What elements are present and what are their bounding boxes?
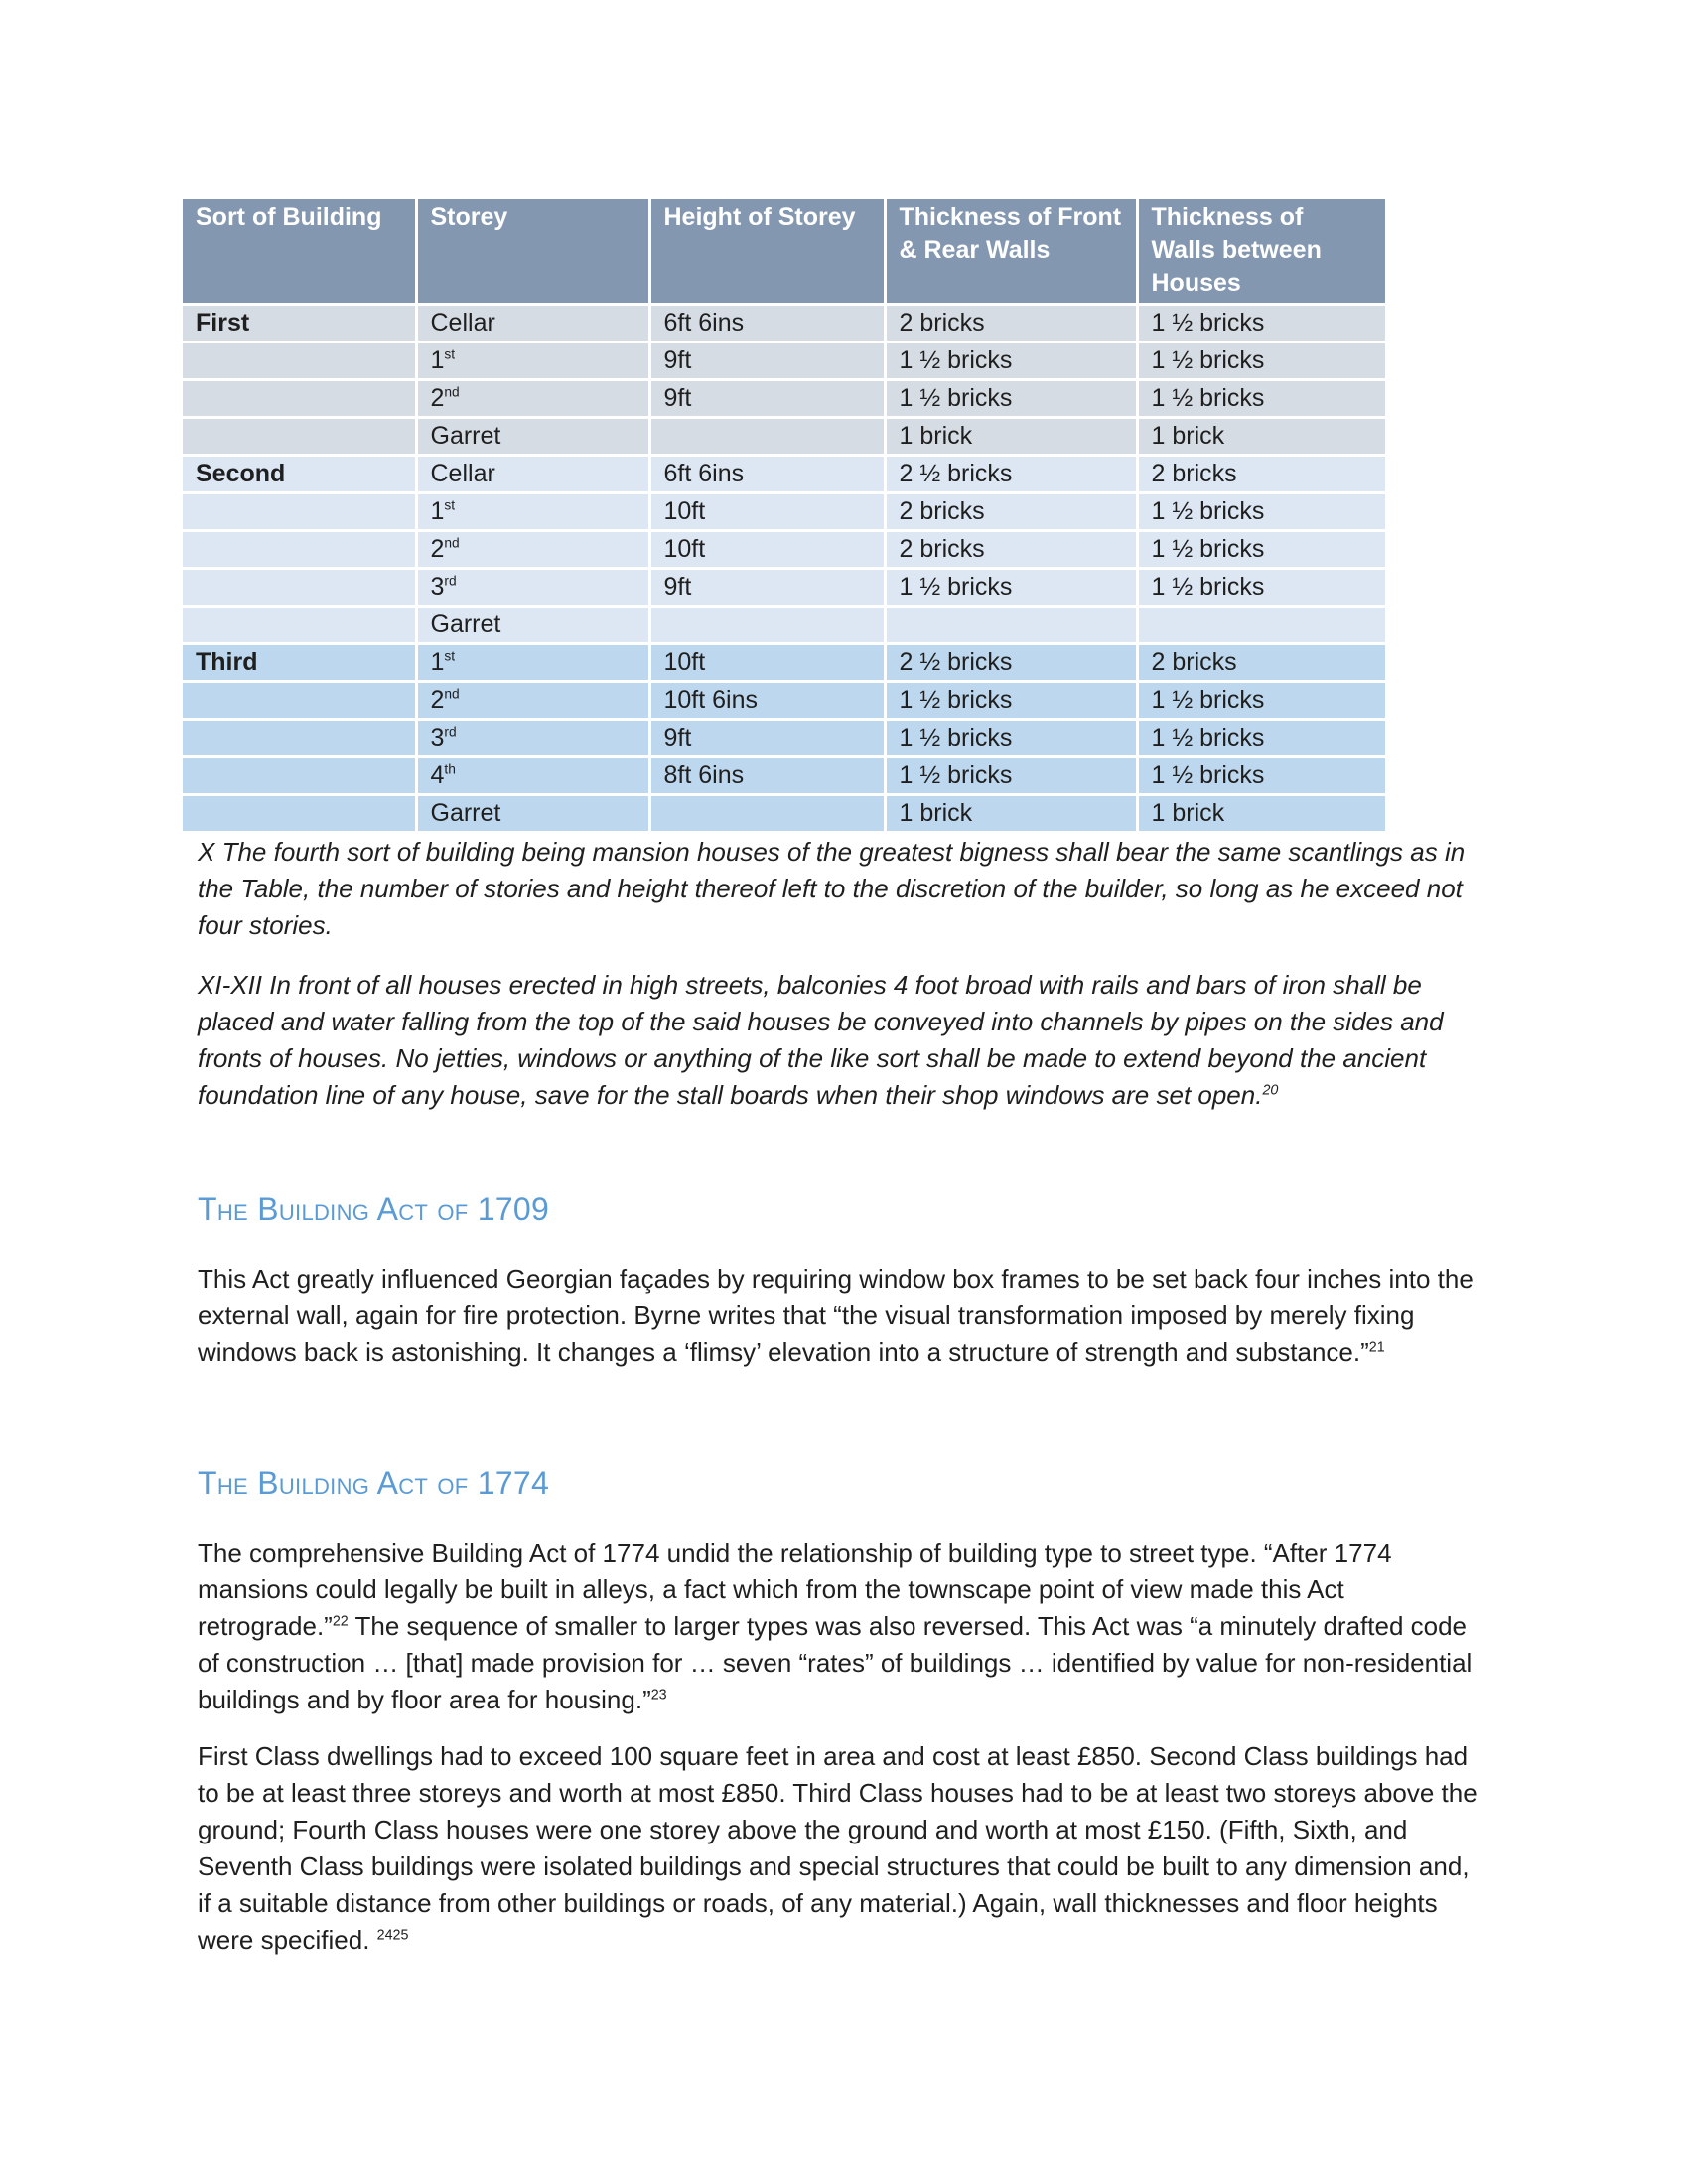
- storey-ordinal-suffix: nd: [444, 384, 460, 400]
- cell-height-of-storey: 9ft: [649, 569, 885, 607]
- storey-ordinal-suffix: th: [444, 761, 456, 777]
- section-1709-body: [198, 1261, 1488, 1371]
- storey-value: 4: [430, 761, 445, 789]
- cell-thickness-between: 2 bricks: [1137, 644, 1385, 682]
- table-row: [183, 493, 1385, 531]
- cell-thickness-between: 1 ½ bricks: [1137, 305, 1385, 342]
- table-header-row: [183, 199, 1385, 305]
- clause-xi-xii: [198, 967, 1488, 1114]
- cell-thickness-between: 2 bricks: [1137, 456, 1385, 493]
- table-row: [183, 682, 1385, 720]
- cell-storey: [416, 531, 649, 569]
- table-row: [183, 757, 1385, 795]
- table-body: [183, 305, 1385, 832]
- cell-sort-of-building: [183, 795, 416, 832]
- storey-value: 3: [430, 724, 445, 751]
- cell-sort-of-building: [183, 682, 416, 720]
- cell-height-of-storey: [649, 795, 885, 832]
- cell-storey: [416, 644, 649, 682]
- cell-sort-of-building: First: [183, 305, 416, 342]
- cell-sort-of-building: [183, 493, 416, 531]
- clause-x: [198, 834, 1488, 944]
- cell-height-of-storey: [649, 607, 885, 644]
- table-row: [183, 569, 1385, 607]
- cell-thickness-between: 1 ½ bricks: [1137, 757, 1385, 795]
- clause-x-text: X The fourth sort of building being mansion houses of the greatest bigness shall bear the same scantlings as in the Table, the number of stories and height thereof left to the discretion of the builder, so long as he exceed not four stories.: [198, 837, 1466, 940]
- storey-ordinal-suffix: st: [444, 346, 456, 362]
- storey-ordinal-suffix: nd: [444, 686, 460, 702]
- storey-value: Garret: [430, 611, 501, 638]
- cell-height-of-storey: 10ft: [649, 531, 885, 569]
- scantlings-table: [183, 199, 1385, 831]
- cell-height-of-storey: 8ft 6ins: [649, 757, 885, 795]
- cell-sort-of-building: [183, 607, 416, 644]
- cell-sort-of-building: Second: [183, 456, 416, 493]
- cell-height-of-storey: 9ft: [649, 342, 885, 380]
- storey-ordinal-suffix: st: [444, 497, 456, 513]
- storey-value: 2: [430, 535, 445, 563]
- footnote-ref-21: 21: [1368, 1339, 1385, 1356]
- storey-value: 1: [430, 346, 445, 374]
- header-sort-of-building: Sort of Building: [183, 199, 416, 305]
- cell-thickness-front-rear: 1 ½ bricks: [885, 757, 1137, 795]
- cell-thickness-front-rear: 1 brick: [885, 795, 1137, 832]
- storey-ordinal-suffix: rd: [444, 724, 457, 740]
- cell-thickness-between: 1 ½ bricks: [1137, 493, 1385, 531]
- cell-thickness-between: 1 ½ bricks: [1137, 380, 1385, 418]
- cell-height-of-storey: [649, 418, 885, 456]
- header-thickness-between: Thickness of Walls between Houses: [1137, 199, 1385, 305]
- storey-value: 2: [430, 686, 445, 714]
- cell-thickness-between: 1 ½ bricks: [1137, 342, 1385, 380]
- heading-building-act-1774: The Building Act of 1774: [198, 1465, 550, 1501]
- cell-storey: [416, 380, 649, 418]
- header-height-of-storey: Height of Storey: [649, 199, 885, 305]
- footnote-ref-23: 23: [650, 1687, 667, 1704]
- storey-value: 1: [430, 648, 445, 676]
- cell-storey: [416, 342, 649, 380]
- cell-storey: [416, 795, 649, 832]
- table-row: [183, 305, 1385, 342]
- cell-thickness-front-rear: 2 ½ bricks: [885, 644, 1137, 682]
- storey-ordinal-suffix: nd: [444, 535, 460, 551]
- cell-height-of-storey: 10ft: [649, 644, 885, 682]
- cell-sort-of-building: [183, 342, 416, 380]
- storey-value: Cellar: [430, 460, 495, 487]
- table-row: [183, 531, 1385, 569]
- cell-thickness-front-rear: 2 bricks: [885, 531, 1137, 569]
- section-1774-paragraph-2: [198, 1738, 1488, 1959]
- cell-storey: [416, 456, 649, 493]
- cell-thickness-between: 1 brick: [1137, 418, 1385, 456]
- cell-sort-of-building: [183, 569, 416, 607]
- cell-thickness-front-rear: 1 ½ bricks: [885, 342, 1137, 380]
- cell-storey: [416, 418, 649, 456]
- cell-height-of-storey: 6ft 6ins: [649, 456, 885, 493]
- cell-thickness-front-rear: 1 ½ bricks: [885, 720, 1137, 757]
- cell-thickness-front-rear: 2 bricks: [885, 305, 1137, 342]
- cell-thickness-front-rear: 2 bricks: [885, 493, 1137, 531]
- footnote-ref-20: 20: [1262, 1082, 1279, 1099]
- storey-value: Cellar: [430, 309, 495, 337]
- section-1774-p2-text: First Class dwellings had to exceed 100 square feet in area and cost at least £850. Second Class buildings had to be at least three storeys and worth at most £850. Third Class houses had to be at least two storeys above the ground; Fourth Class houses were one storey above the ground and worth at most £150. (Fifth, Sixth, and Seventh Class buildings were isolated buildings and special structures that could be built to any dimension and, if a suitable distance from other buildings or roads, of any material.) Again, wall thicknesses and floor heights were specified.: [198, 1741, 1477, 1955]
- section-1709-text: This Act greatly influenced Georgian façades by requiring window box frames to be set back four inches into the external wall, again for fire protection. Byrne writes that “the visual transformation imposed by merely fixing windows back is astonishing. It changes a ‘flimsy’ elevation into a structure of strength and substance.”: [198, 1264, 1474, 1367]
- section-1774-body: [198, 1535, 1488, 1959]
- cell-thickness-front-rear: [885, 607, 1137, 644]
- table-row: [183, 607, 1385, 644]
- storey-ordinal-suffix: st: [444, 648, 456, 664]
- header-thickness-front-rear: Thickness of Front & Rear Walls: [885, 199, 1137, 305]
- table-row: [183, 380, 1385, 418]
- storey-value: 3: [430, 573, 445, 601]
- clause-xi-text: XI-XII In front of all houses erected in high streets, balconies 4 foot broad with rails and bars of iron shall be placed and water falling from the top of the said houses be conveyed into channels by pipes on the sides and fronts of houses. No jetties, windows or anything of the like sort shall be made to extend beyond the ancient foundation line of any house, save for the stall boards when their shop windows are set open.: [198, 970, 1444, 1110]
- section-1774-p1-part-b: The sequence of smaller to larger types was also reversed. This Act was “a minutely drafted code of construction … [that] made provision for … seven “rates” of buildings … identified by value for non-residential buildings and by floor area for housing.”: [198, 1611, 1473, 1714]
- table-row: [183, 644, 1385, 682]
- cell-sort-of-building: Third: [183, 644, 416, 682]
- section-1774-p1-part-a: The comprehensive Building Act of 1774 undid the relationship of building type to street type. “After 1774 mansions could legally be built in alleys, a fact which from the townscape point of view made this Act retrograde.”: [198, 1538, 1392, 1641]
- footnote-ref-22: 22: [332, 1613, 349, 1630]
- table-row: [183, 720, 1385, 757]
- heading-building-act-1709: The Building Act of 1709: [198, 1191, 550, 1227]
- cell-height-of-storey: 10ft 6ins: [649, 682, 885, 720]
- storey-ordinal-suffix: rd: [444, 573, 457, 589]
- cell-thickness-between: 1 ½ bricks: [1137, 569, 1385, 607]
- cell-thickness-between: 1 brick: [1137, 795, 1385, 832]
- cell-thickness-front-rear: 1 ½ bricks: [885, 380, 1137, 418]
- cell-height-of-storey: 10ft: [649, 493, 885, 531]
- header-storey: Storey: [416, 199, 649, 305]
- cell-storey: [416, 569, 649, 607]
- cell-thickness-front-rear: 1 ½ bricks: [885, 682, 1137, 720]
- cell-sort-of-building: [183, 531, 416, 569]
- cell-storey: [416, 607, 649, 644]
- storey-value: 2: [430, 384, 445, 412]
- cell-thickness-front-rear: 1 ½ bricks: [885, 569, 1137, 607]
- table-row: [183, 456, 1385, 493]
- cell-storey: [416, 720, 649, 757]
- cell-storey: [416, 493, 649, 531]
- table-row: [183, 418, 1385, 456]
- cell-thickness-front-rear: 1 brick: [885, 418, 1137, 456]
- cell-height-of-storey: 9ft: [649, 380, 885, 418]
- storey-value: 1: [430, 497, 445, 525]
- cell-storey: [416, 682, 649, 720]
- cell-storey: [416, 757, 649, 795]
- table-row: [183, 795, 1385, 832]
- cell-thickness-between: 1 ½ bricks: [1137, 531, 1385, 569]
- cell-sort-of-building: [183, 720, 416, 757]
- cell-sort-of-building: [183, 418, 416, 456]
- table-row: [183, 342, 1385, 380]
- cell-height-of-storey: 6ft 6ins: [649, 305, 885, 342]
- storey-value: Garret: [430, 422, 501, 450]
- footnote-ref-2425: 2425: [376, 1927, 409, 1944]
- cell-thickness-between: 1 ½ bricks: [1137, 682, 1385, 720]
- cell-storey: [416, 305, 649, 342]
- storey-value: Garret: [430, 799, 501, 827]
- cell-sort-of-building: [183, 757, 416, 795]
- cell-thickness-front-rear: 2 ½ bricks: [885, 456, 1137, 493]
- cell-thickness-between: 1 ½ bricks: [1137, 720, 1385, 757]
- cell-thickness-between: [1137, 607, 1385, 644]
- section-1774-paragraph-1: [198, 1535, 1488, 1718]
- cell-height-of-storey: 9ft: [649, 720, 885, 757]
- cell-sort-of-building: [183, 380, 416, 418]
